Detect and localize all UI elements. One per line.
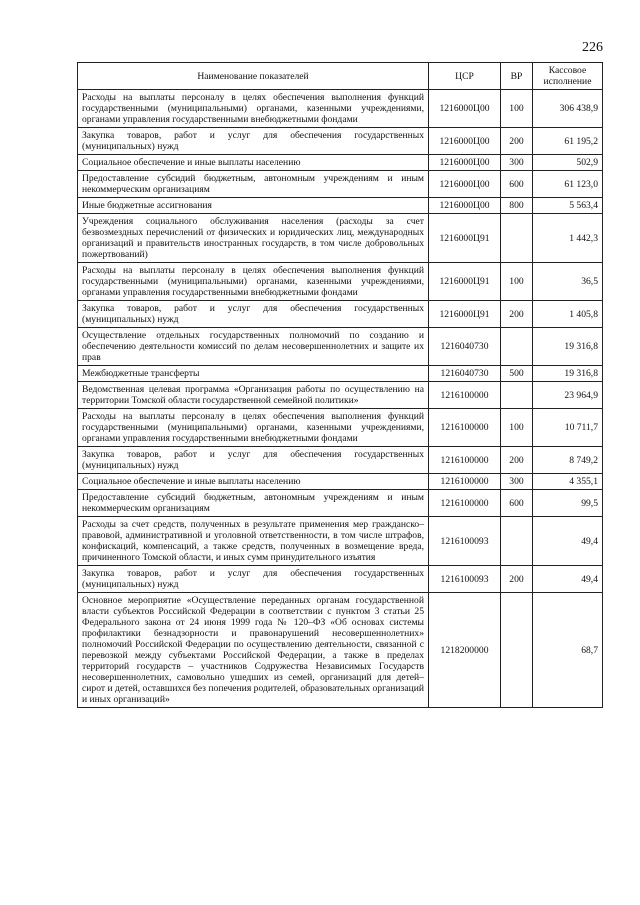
row-csr-cell: 1216100000 — [429, 409, 501, 447]
row-vr-cell: 500 — [501, 366, 533, 382]
row-csr-cell: 1216000Ц91 — [429, 214, 501, 263]
row-name-cell: Ведомственная целевая программа «Организация работы по осуществлению на территории Томской области государственной семейной политики» — [78, 382, 429, 409]
row-amount-cell: 61 123,0 — [533, 171, 603, 198]
table-row — [78, 517, 603, 566]
page-number: 226 — [582, 40, 603, 55]
row-vr-cell: 200 — [501, 301, 533, 328]
row-csr-cell: 1216000Ц00 — [429, 128, 501, 155]
table-row — [78, 263, 603, 301]
table-body — [78, 90, 603, 708]
row-name-cell: Учреждения социального обслуживания населения (расходы за счет безвозмездных перечислений от физических и юридических лиц, международных организаций и правительств иностранных государств, в том числе добровольных пожертвований) — [78, 214, 429, 263]
row-name-cell: Расходы за счет средств, полученных в результате применения мер гражданско–правовой, административной и уголовной ответственности, в том числе штрафов, конфискаций, компенсаций, а также средств, полученных в возмещение вреда, причиненного Томской области, и иных сумм принудительного изъятия — [78, 517, 429, 566]
row-amount-cell: 4 355,1 — [533, 474, 603, 490]
table-row — [78, 366, 603, 382]
row-vr-cell: 100 — [501, 90, 533, 128]
row-amount-cell: 1 442,3 — [533, 214, 603, 263]
table-row — [78, 447, 603, 474]
row-name-cell: Расходы на выплаты персоналу в целях обеспечения выполнения функций государственными (муниципальными) органами, казенными учреждениями, органами управления государственными внебюджетными фондами — [78, 409, 429, 447]
row-name-cell: Межбюджетные трансферты — [78, 366, 429, 382]
row-vr-cell: 300 — [501, 474, 533, 490]
row-csr-cell: 1216100000 — [429, 382, 501, 409]
row-name-cell: Закупка товаров, работ и услуг для обеспечения государственных (муниципальных) нужд — [78, 447, 429, 474]
row-vr-cell: 600 — [501, 490, 533, 517]
row-amount-cell: 68,7 — [533, 593, 603, 708]
row-name-cell: Иные бюджетные ассигнования — [78, 198, 429, 214]
row-amount-cell: 10 711,7 — [533, 409, 603, 447]
row-vr-cell: 100 — [501, 409, 533, 447]
table-header-row — [78, 63, 603, 90]
row-vr-cell: 300 — [501, 155, 533, 171]
row-name-cell: Расходы на выплаты персоналу в целях обеспечения выполнения функций государственными (муниципальными) органами, казенными учреждениями, органами управления государственными внебюджетными фондами — [78, 90, 429, 128]
row-csr-cell: 1216000Ц00 — [429, 90, 501, 128]
table-row — [78, 301, 603, 328]
table-row — [78, 214, 603, 263]
row-name-cell: Закупка товаров, работ и услуг для обеспечения государственных (муниципальных) нужд — [78, 301, 429, 328]
row-csr-cell: 1216040730 — [429, 366, 501, 382]
row-vr-cell — [501, 382, 533, 409]
row-amount-cell: 99,5 — [533, 490, 603, 517]
table-row — [78, 490, 603, 517]
header-csr: ЦСР — [429, 63, 501, 90]
row-name-cell: Расходы на выплаты персоналу в целях обеспечения выполнения функций государственными (муниципальными) органами, казенными учреждениями, органами управления государственными внебюджетными фондами — [78, 263, 429, 301]
row-csr-cell: 1218200000 — [429, 593, 501, 708]
header-name: Наименование показателей — [78, 63, 429, 90]
row-csr-cell: 1216100000 — [429, 474, 501, 490]
row-amount-cell: 49,4 — [533, 566, 603, 593]
row-name-cell: Социальное обеспечение и иные выплаты населению — [78, 155, 429, 171]
row-csr-cell: 1216040730 — [429, 328, 501, 366]
row-csr-cell: 1216100093 — [429, 517, 501, 566]
row-name-cell: Осуществление отдельных государственных полномочий по созданию и обеспечению деятельности комиссий по делам несовершеннолетних и защите их прав — [78, 328, 429, 366]
table-row — [78, 474, 603, 490]
row-amount-cell: 49,4 — [533, 517, 603, 566]
row-name-cell: Основное мероприятие «Осуществление переданных органам государственной власти субъектов Российской Федерации в соответствии с пунктом 3 статьи 25 Федерального закона от 24 июня 1999 года № 120–ФЗ «Об основах системы профилактики безнадзорности и правонарушений несовершеннолетних» полномочий Российской Федерации по осуществлению деятельности, связанной с перевозкой между субъектами Российской Федерации, а также в пределах территорий государств – участников Содружества Независимых Государств несовершеннолетних, самовольно ушедших из семей, организаций для детей–сирот и детей, оставшихся без попечения родителей, образовательных организаций и иных организаций» — [78, 593, 429, 708]
row-amount-cell: 1 405,8 — [533, 301, 603, 328]
row-amount-cell: 306 438,9 — [533, 90, 603, 128]
row-vr-cell: 600 — [501, 171, 533, 198]
row-csr-cell: 1216000Ц00 — [429, 198, 501, 214]
row-amount-cell: 5 563,4 — [533, 198, 603, 214]
header-vr: ВР — [501, 63, 533, 90]
row-name-cell: Закупка товаров, работ и услуг для обеспечения государственных (муниципальных) нужд — [78, 566, 429, 593]
row-amount-cell: 36,5 — [533, 263, 603, 301]
row-amount-cell: 19 316,8 — [533, 366, 603, 382]
row-csr-cell: 1216100000 — [429, 490, 501, 517]
row-amount-cell: 19 316,8 — [533, 328, 603, 366]
table-row — [78, 171, 603, 198]
row-amount-cell: 23 964,9 — [533, 382, 603, 409]
row-vr-cell — [501, 214, 533, 263]
row-name-cell: Предоставление субсидий бюджетным, автономным учреждениям и иным некоммерческим организациям — [78, 171, 429, 198]
row-amount-cell: 8 749,2 — [533, 447, 603, 474]
table-row — [78, 90, 603, 128]
row-amount-cell: 61 195,2 — [533, 128, 603, 155]
row-csr-cell: 1216000Ц91 — [429, 301, 501, 328]
row-vr-cell — [501, 517, 533, 566]
row-csr-cell: 1216000Ц00 — [429, 171, 501, 198]
row-name-cell: Предоставление субсидий бюджетным, автономным учреждениям и иным некоммерческим организациям — [78, 490, 429, 517]
table-row — [78, 198, 603, 214]
table-row — [78, 593, 603, 708]
table-row — [78, 128, 603, 155]
row-csr-cell: 1216000Ц00 — [429, 155, 501, 171]
table-row — [78, 155, 603, 171]
row-vr-cell — [501, 328, 533, 366]
row-amount-cell: 502,9 — [533, 155, 603, 171]
row-vr-cell: 200 — [501, 128, 533, 155]
row-csr-cell: 1216000Ц91 — [429, 263, 501, 301]
row-csr-cell: 1216100000 — [429, 447, 501, 474]
table-row — [78, 566, 603, 593]
row-name-cell: Закупка товаров, работ и услуг для обеспечения государственных (муниципальных) нужд — [78, 128, 429, 155]
budget-table — [77, 62, 603, 708]
row-vr-cell: 100 — [501, 263, 533, 301]
row-csr-cell: 1216100093 — [429, 566, 501, 593]
row-vr-cell — [501, 593, 533, 708]
table-row — [78, 382, 603, 409]
table-row — [78, 409, 603, 447]
table-row — [78, 328, 603, 366]
row-vr-cell: 200 — [501, 447, 533, 474]
header-amount: Кассовое исполнение — [533, 63, 603, 90]
row-name-cell: Социальное обеспечение и иные выплаты населению — [78, 474, 429, 490]
row-vr-cell: 200 — [501, 566, 533, 593]
row-vr-cell: 800 — [501, 198, 533, 214]
